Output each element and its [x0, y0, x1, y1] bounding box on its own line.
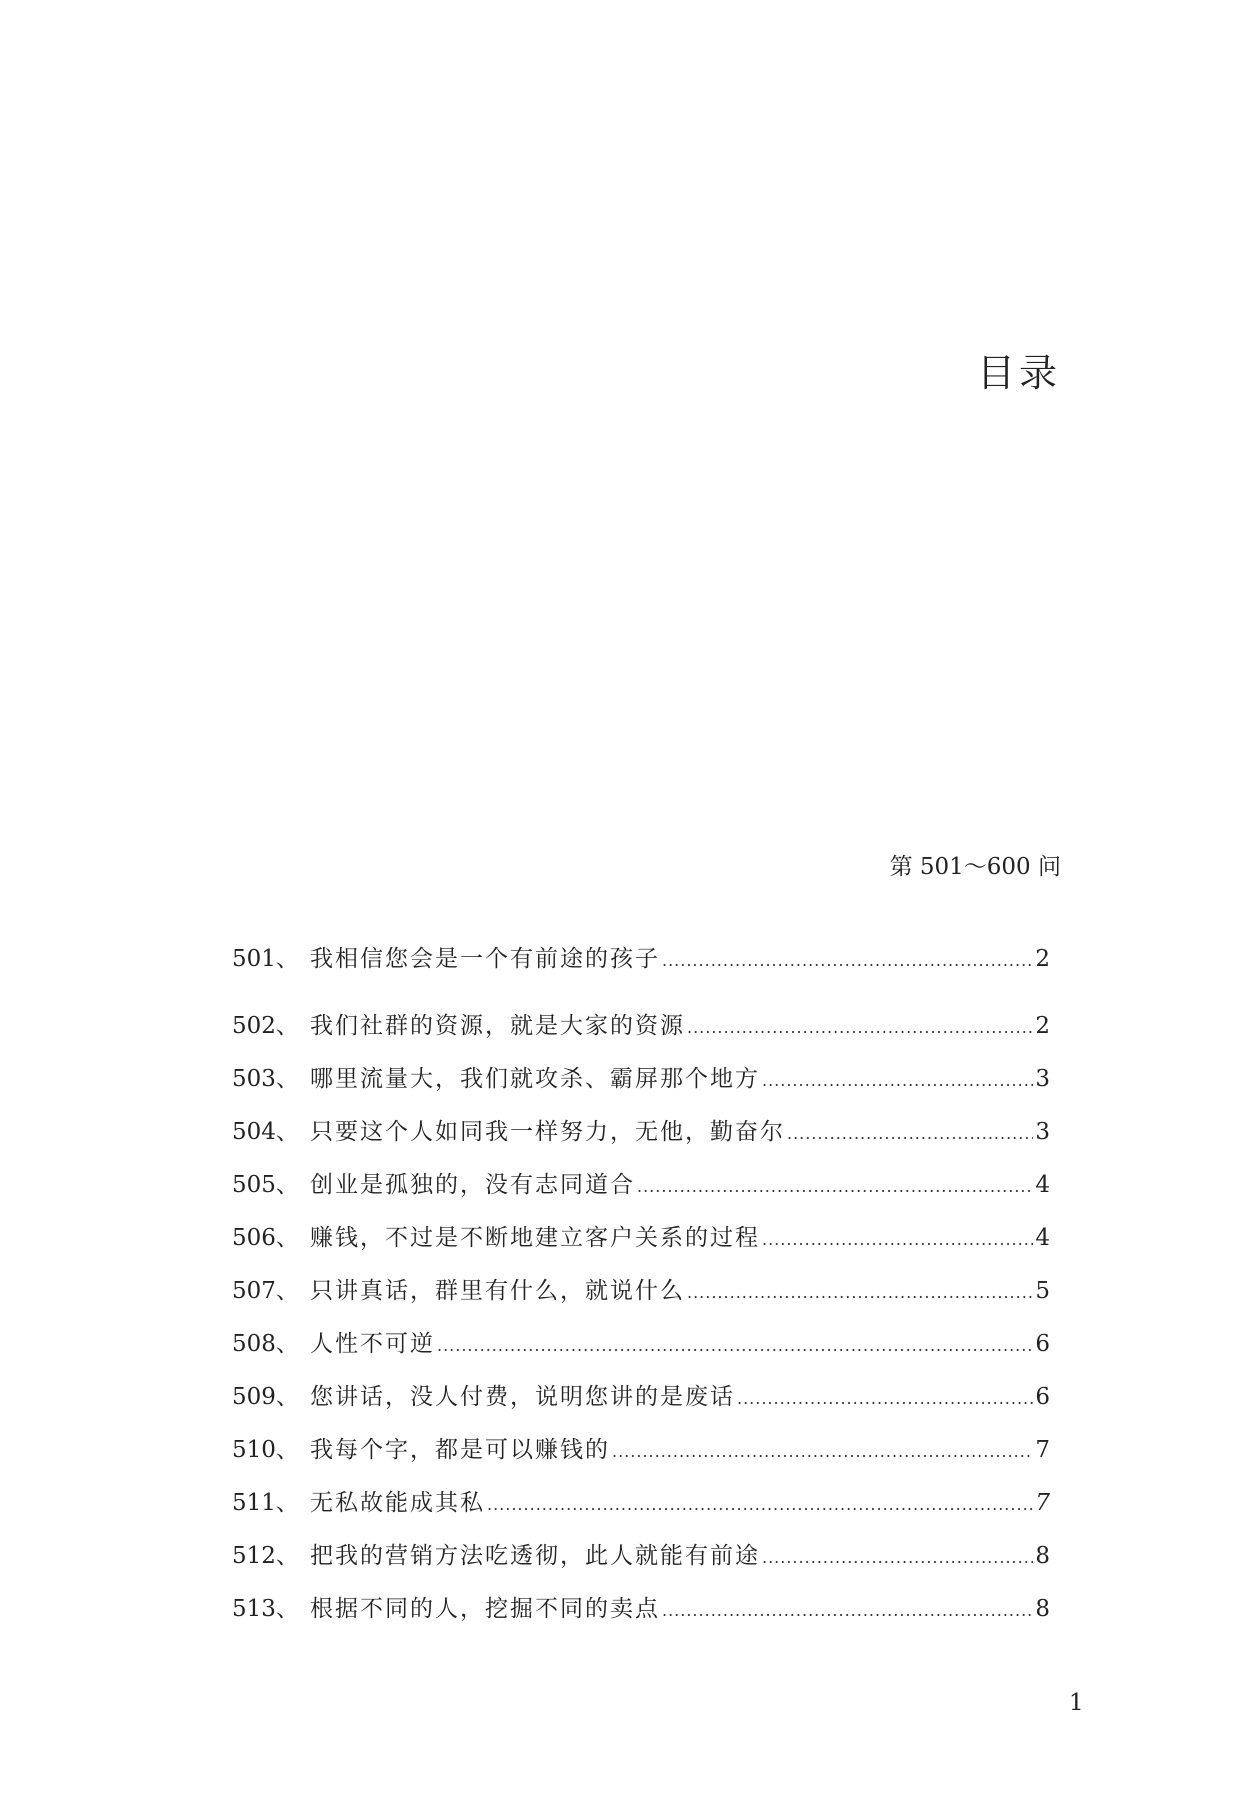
toc-leader-dots: [762, 1548, 1033, 1567]
toc-entry-504[interactable]: [232, 1113, 1050, 1166]
toc-entry-505[interactable]: [232, 1166, 1050, 1219]
toc-entry-title: 只讲真话，群里有什么，就说什么: [310, 1278, 685, 1304]
toc-entry-title: 您讲话，没人付费，说明您讲的是废话: [310, 1384, 735, 1410]
toc-entry-number: 506、: [232, 1225, 299, 1251]
toc-leader-dots: [687, 1283, 1033, 1302]
toc-entry-title: 人性不可逆: [310, 1331, 435, 1357]
toc-entry-507[interactable]: [232, 1272, 1050, 1325]
toc-leader-dots: [662, 1601, 1033, 1620]
toc-entry-501[interactable]: [232, 940, 1050, 1007]
toc-entry-title: 无私故能成其私: [310, 1490, 485, 1516]
toc-entry-page: 7: [1035, 1437, 1050, 1463]
toc-entry-title: 我们社群的资源，就是大家的资源: [310, 1013, 685, 1039]
toc-leader-dots: [487, 1495, 1033, 1514]
toc-entry-page: 4: [1035, 1225, 1050, 1251]
question-range: 第 501～600 问: [889, 854, 1061, 880]
toc-entry-508[interactable]: [232, 1325, 1050, 1378]
toc-entry-title: 把我的营销方法吃透彻，此人就能有前途: [310, 1543, 760, 1569]
toc-entry-page: 7: [1035, 1490, 1050, 1516]
toc-entry-number: 507、: [232, 1278, 299, 1304]
toc-leader-dots: [762, 1071, 1033, 1090]
toc-entry-513[interactable]: [232, 1590, 1050, 1643]
toc-entry-512[interactable]: [232, 1537, 1050, 1590]
toc-entry-page: 5: [1035, 1278, 1050, 1304]
toc-leader-dots: [612, 1442, 1033, 1461]
toc-entry-page: 6: [1035, 1331, 1050, 1357]
toc-leader-dots: [662, 951, 1033, 970]
toc-entry-page: 2: [1035, 946, 1050, 972]
toc-entry-title: 赚钱，不过是不断地建立客户关系的过程: [310, 1225, 760, 1251]
toc-leader-dots: [637, 1177, 1033, 1196]
toc-entry-title: 只要这个人如同我一样努力，无他，勤奋尔: [310, 1119, 785, 1145]
toc-entry-509[interactable]: [232, 1378, 1050, 1431]
toc-entry-title: 创业是孤独的，没有志同道合: [310, 1172, 635, 1198]
toc-entry-number: 508、: [232, 1331, 299, 1357]
toc-entry-506[interactable]: [232, 1219, 1050, 1272]
toc-entry-number: 503、: [232, 1066, 299, 1092]
toc-entry-number: 511、: [232, 1490, 299, 1516]
toc-entry-number: 513、: [232, 1596, 299, 1622]
toc-entry-title: 我每个字，都是可以赚钱的: [310, 1437, 610, 1463]
toc-entry-number: 504、: [232, 1119, 299, 1145]
toc-leader-dots: [762, 1230, 1033, 1249]
toc-entry-number: 502、: [232, 1013, 299, 1039]
toc-leader-dots: [437, 1336, 1033, 1355]
toc-entry-number: 501、: [232, 946, 299, 972]
toc-entry-511[interactable]: [232, 1484, 1050, 1537]
toc-entry-502[interactable]: [232, 1007, 1050, 1060]
toc-heading: 目录: [976, 351, 1061, 395]
toc-entry-page: 3: [1035, 1119, 1050, 1145]
toc-leader-dots: [687, 1018, 1033, 1037]
toc-entry-503[interactable]: [232, 1060, 1050, 1113]
table-of-contents: [232, 940, 1050, 1643]
toc-entry-page: 4: [1035, 1172, 1050, 1198]
toc-entry-title: 根据不同的人，挖掘不同的卖点: [310, 1596, 660, 1622]
toc-entry-page: 8: [1035, 1543, 1050, 1569]
toc-entry-title: 我相信您会是一个有前途的孩子: [310, 946, 660, 972]
page-number: 1: [1069, 1690, 1084, 1716]
toc-entry-number: 512、: [232, 1543, 299, 1569]
toc-entry-title: 哪里流量大，我们就攻杀、霸屏那个地方: [310, 1066, 760, 1092]
toc-entry-number: 509、: [232, 1384, 299, 1410]
toc-entry-page: 2: [1035, 1013, 1050, 1039]
toc-leader-dots: [737, 1389, 1033, 1408]
toc-leader-dots: [787, 1124, 1033, 1143]
toc-entry-page: 3: [1035, 1066, 1050, 1092]
toc-entry-number: 510、: [232, 1437, 299, 1463]
toc-entry-page: 8: [1035, 1596, 1050, 1622]
toc-entry-510[interactable]: [232, 1431, 1050, 1484]
toc-entry-number: 505、: [232, 1172, 299, 1198]
toc-entry-page: 6: [1035, 1384, 1050, 1410]
